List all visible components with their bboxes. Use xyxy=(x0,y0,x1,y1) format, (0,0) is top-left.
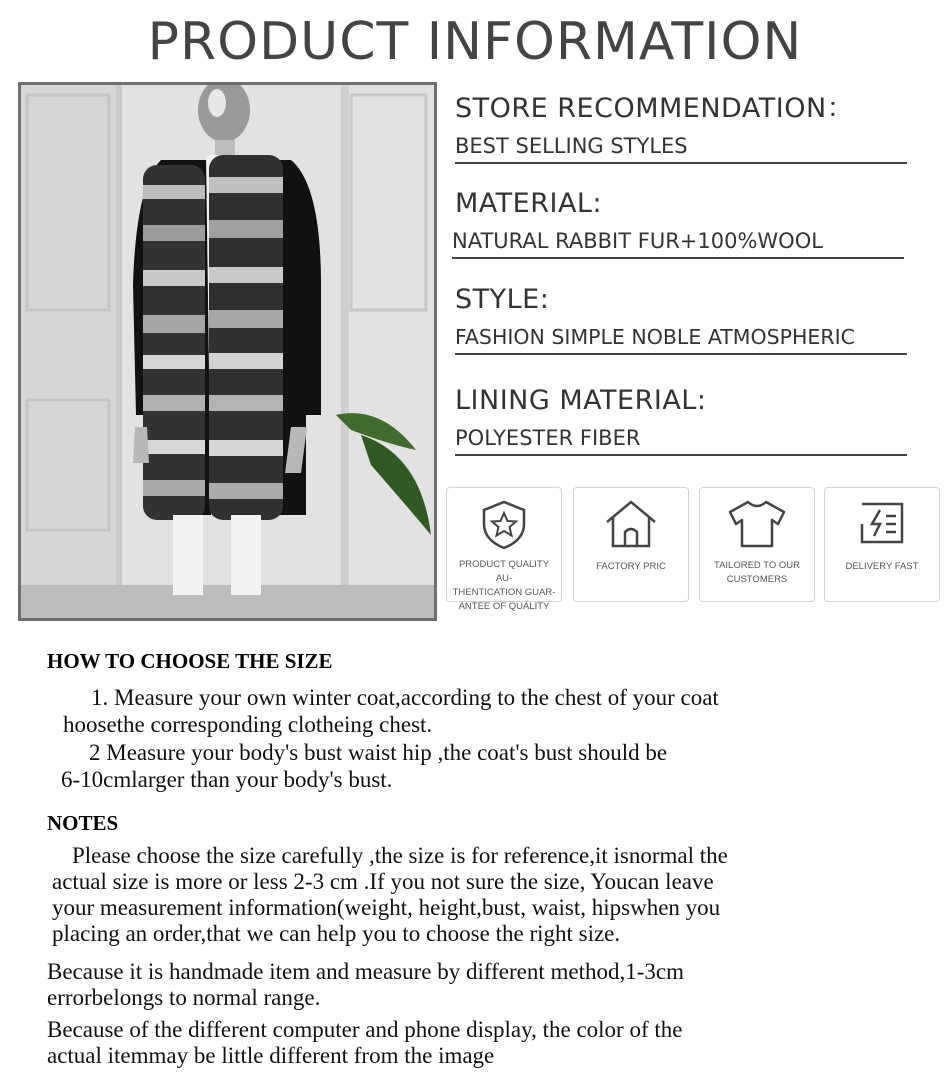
spec-material xyxy=(452,187,910,259)
size-instructions xyxy=(63,684,719,793)
spec-value: BEST SELLING STYLES xyxy=(455,132,907,164)
house-icon xyxy=(601,498,661,550)
spec-style xyxy=(455,283,910,355)
notes-line: placing an order,that we can help you to choose the right size. xyxy=(52,921,621,946)
notes-paragraph-3 xyxy=(47,1017,682,1069)
notes-line: actual itemmay be little different from the image xyxy=(47,1043,495,1068)
badge-tailored xyxy=(699,487,815,602)
badge-line: PRODUCT QUALITY AU- xyxy=(458,559,550,584)
badge-line: CUSTOMERS xyxy=(726,574,788,585)
spec-label: MATERIAL: xyxy=(455,188,603,219)
spec-label: STYLE: xyxy=(455,284,550,315)
notes-paragraph-1 xyxy=(52,843,728,947)
spec-value: POLYESTER FIBER xyxy=(455,424,907,456)
badge-line: DELIVERY FAST xyxy=(845,561,919,572)
notes-line: Because of the different computer and phone display, the color of the xyxy=(47,1017,683,1042)
badge-quality xyxy=(446,487,562,612)
size-line: hoosethe corresponding clotheing chest. xyxy=(63,712,433,737)
shield-star-icon xyxy=(478,498,530,550)
fast-delivery-icon xyxy=(854,498,910,550)
notes-line: Please choose the size carefully ,the size is for reference,it isnormal the xyxy=(72,843,728,868)
size-line: 2 Measure your body's bust waist hip ,the coat's bust should be xyxy=(89,740,668,765)
badge-line: THENTICATION GUAR- xyxy=(452,587,556,598)
size-line: 1. Measure your own winter coat,according to the chest of your coat xyxy=(91,685,719,710)
badge-line: ANTEE OF QUALITY xyxy=(458,601,550,612)
coat-illustration xyxy=(21,85,434,618)
page-title: PRODUCT INFORMATION xyxy=(147,12,803,72)
notes-line: Because it is handmade item and measure by different method,1-3cm xyxy=(47,959,684,984)
product-photo xyxy=(18,82,437,621)
badge-line: TAILORED TO OUR xyxy=(713,560,801,571)
notes-heading: NOTES xyxy=(47,811,119,835)
spec-value: NATURAL RABBIT FUR+100%WOOL xyxy=(452,227,904,259)
spec-label: STORE RECOMMENDATION： xyxy=(455,93,855,124)
spec-label: LINING MATERIAL: xyxy=(455,385,707,416)
spec-value: FASHION SIMPLE NOBLE ATMOSPHERIC xyxy=(455,323,907,355)
badge-line: FACTORY PRIC xyxy=(596,561,666,572)
size-line: 6-10cmlarger than your body's bust. xyxy=(61,767,393,792)
badge-factory-price xyxy=(573,487,689,602)
notes-paragraph-2 xyxy=(47,959,684,1011)
notes-line: your measurement information(weight, height,bust, waist, hipswhen you xyxy=(52,895,721,920)
notes-line: errorbelongs to normal range. xyxy=(47,985,321,1010)
badge-delivery-fast xyxy=(824,487,940,602)
size-heading: HOW TO CHOOSE THE SIZE xyxy=(47,649,333,673)
spec-lining-material xyxy=(455,384,910,456)
tshirt-icon xyxy=(726,498,788,550)
notes-line: actual size is more or less 2-3 cm .If you not sure the size, Youcan leave xyxy=(52,869,714,894)
spec-store-recommendation xyxy=(455,92,910,164)
